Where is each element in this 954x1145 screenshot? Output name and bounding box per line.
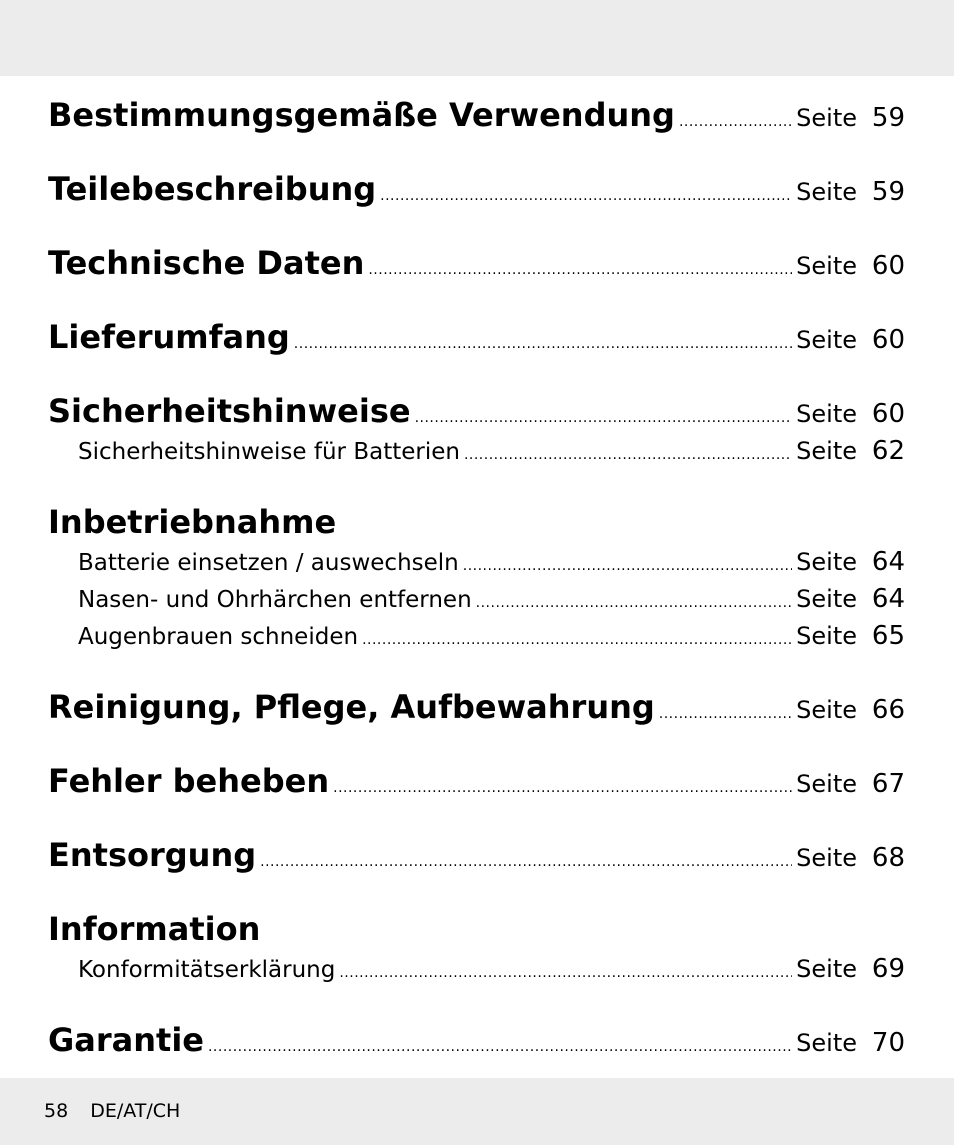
toc-subentry[interactable]	[48, 547, 905, 584]
header-band	[0, 0, 954, 76]
toc-entry-title: Bestimmungsgemäße Verwendung	[48, 96, 675, 134]
toc-page-word: Seite	[796, 844, 857, 872]
toc-entry-title: Information	[48, 910, 261, 948]
toc-page-number: 64	[871, 584, 905, 614]
toc-subentry-title: Nasen- und Ohrhärchen entfernen	[78, 587, 472, 613]
toc-leader-dots	[659, 706, 792, 722]
toc-entry[interactable]	[48, 392, 905, 436]
toc-section-heading[interactable]	[48, 910, 905, 954]
toc-page-word: Seite	[796, 400, 857, 428]
toc-subentry-title: Konformitätserklärung	[78, 957, 336, 983]
toc-entry[interactable]	[48, 1021, 905, 1065]
toc-entry[interactable]	[48, 762, 905, 806]
toc-subentry-title: Augenbrauen schneiden	[78, 624, 359, 650]
toc-leader-dots	[476, 595, 793, 611]
toc-subentry[interactable]	[48, 436, 905, 473]
toc-subentry-title: Batterie einsetzen / auswechseln	[78, 550, 459, 576]
toc-page-word: Seite	[796, 437, 857, 465]
toc-leader-dots	[464, 447, 792, 463]
toc-entry-title: Sicherheitshinweise	[48, 392, 411, 430]
toc-entry-title: Inbetriebnahme	[48, 503, 337, 541]
toc-page-number: 60	[871, 251, 905, 281]
toc-page-number: 69	[871, 954, 905, 984]
toc-page-word: Seite	[796, 622, 857, 650]
toc-subentry-title: Sicherheitshinweise für Batterien	[78, 439, 460, 465]
toc-page-number: 59	[871, 103, 905, 133]
toc-page-word: Seite	[796, 696, 857, 724]
toc-entry[interactable]	[48, 244, 905, 288]
toc-subentry[interactable]	[48, 584, 905, 621]
toc-page-number: 59	[871, 177, 905, 207]
toc-page-number: 66	[871, 695, 905, 725]
toc-page-number: 62	[871, 436, 905, 466]
toc-page-word: Seite	[796, 1029, 857, 1057]
toc-leader-dots	[415, 410, 793, 426]
toc-leader-dots	[294, 336, 792, 352]
toc-page-word: Seite	[796, 770, 857, 798]
toc-leader-dots	[333, 780, 792, 796]
footer-region: DE/AT/CH	[90, 1100, 181, 1122]
toc-entry[interactable]	[48, 688, 905, 732]
table-of-contents	[48, 96, 905, 1095]
toc-entry-title: Lieferumfang	[48, 318, 290, 356]
toc-page-word: Seite	[796, 178, 857, 206]
toc-entry-title: Reinigung, Pflege, Aufbewahrung	[48, 688, 655, 726]
toc-subentry[interactable]	[48, 954, 905, 991]
toc-page-number: 68	[871, 843, 905, 873]
toc-leader-dots	[339, 965, 792, 981]
toc-page-word: Seite	[796, 955, 857, 983]
toc-leader-dots	[679, 114, 792, 130]
toc-page-number: 70	[871, 1028, 905, 1058]
toc-section-heading[interactable]	[48, 503, 905, 547]
toc-entry[interactable]	[48, 318, 905, 362]
toc-page-number: 60	[871, 325, 905, 355]
toc-page-number: 60	[871, 399, 905, 429]
toc-page-word: Seite	[796, 585, 857, 613]
toc-page-number: 67	[871, 769, 905, 799]
toc-subentry[interactable]	[48, 621, 905, 658]
toc-entry-title: Garantie	[48, 1021, 204, 1059]
toc-entry[interactable]	[48, 170, 905, 214]
page-footer	[44, 1100, 180, 1122]
toc-leader-dots	[208, 1039, 792, 1055]
toc-entry[interactable]	[48, 96, 905, 140]
toc-entry[interactable]	[48, 836, 905, 880]
toc-page-word: Seite	[796, 326, 857, 354]
toc-entry-title: Technische Daten	[48, 244, 365, 282]
toc-leader-dots	[463, 558, 792, 574]
toc-entry-title: Teilebeschreibung	[48, 170, 377, 208]
toc-leader-dots	[380, 188, 792, 204]
toc-page-number: 65	[871, 621, 905, 651]
toc-page-word: Seite	[796, 252, 857, 280]
toc-entry-title: Fehler beheben	[48, 762, 330, 800]
toc-page-number: 64	[871, 547, 905, 577]
toc-leader-dots	[362, 632, 792, 648]
toc-leader-dots	[368, 262, 792, 278]
footer-page-number: 58	[44, 1100, 69, 1122]
toc-page-word: Seite	[796, 104, 857, 132]
toc-entry-title: Entsorgung	[48, 836, 257, 874]
toc-leader-dots	[260, 854, 792, 870]
toc-page-word: Seite	[796, 548, 857, 576]
